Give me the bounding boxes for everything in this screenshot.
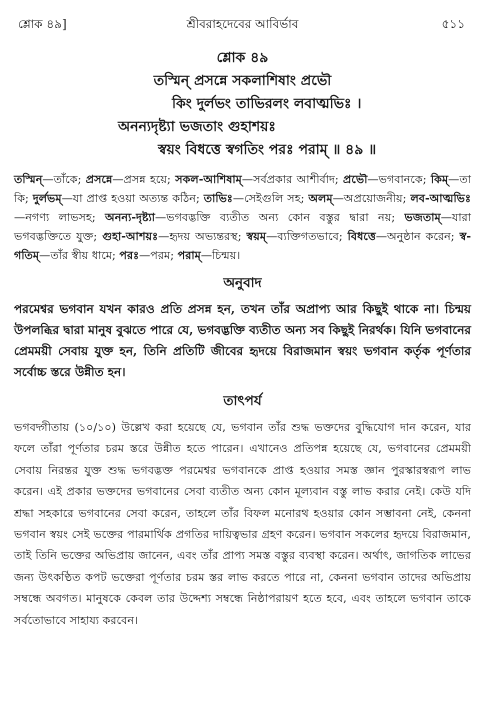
synonym-meaning: নগণ্য লাভসহ; <box>25 211 96 224</box>
synonym-term: অনন্য-দৃষ্ট্যা <box>105 210 156 224</box>
purport-heading: তাৎপর্য <box>223 393 262 409</box>
synonym-meaning: তাঁর স্বীয় ধামে; <box>50 249 116 262</box>
verse-text <box>14 70 471 162</box>
synonym-meaning: তা কি; <box>14 173 471 205</box>
synonym-term: বিধত্তে <box>347 229 376 243</box>
synonym-term: গুহা-আশয়ঃ <box>102 229 159 243</box>
synonym-term: পরাম্‌ <box>177 248 201 262</box>
synonym-term: লব-আত্মভিঃ <box>410 191 471 205</box>
running-header <box>14 10 471 36</box>
synonym-term: দুর্লভম্‌ <box>32 191 62 205</box>
synonym-meaning: ভগবানকে; <box>378 173 427 186</box>
synonym-meaning: সর্বপ্রকার আশীর্বাদ; <box>253 173 339 186</box>
synonym-term: সকল-আশিষাম্‌ <box>175 172 242 186</box>
synonym-meaning: ভগবদ্ভক্তি ব্যতীত অন্য কোন বস্তুর দ্বারা নয়; <box>166 211 396 224</box>
synonym-term: ভজতাম্‌ <box>404 210 441 224</box>
verse-line: স্বয়ং বিধত্তে স্বগতিং পরঃ পরাম্‌ ॥ ৪৯ ॥ <box>158 142 377 158</box>
page-number: ৫১১ <box>441 17 465 31</box>
header-chapter-title: শ্রীবরাহদেবের আবির্ভাব <box>186 17 299 31</box>
synonym-meaning: যা প্রাপ্ত হওয়া অত্যন্ত কঠিন; <box>72 192 200 205</box>
synonym-meaning: হৃদয় অভ্যন্তরস্থ; <box>169 230 242 243</box>
synonym-term: স্বয়ম্‌ <box>246 229 267 243</box>
verse-line: অনন্যদৃষ্ট্যা ভজতাং গুহাশয়ঃ <box>118 119 276 135</box>
synonym-meaning: তাঁকে; <box>53 173 82 186</box>
header-verse-ref: শ্লোক ৪৯] <box>18 17 67 31</box>
purport-text <box>14 417 471 631</box>
synonym-term: তাভিঃ <box>203 191 233 205</box>
synonym-meaning: যারা ভগবদ্ভক্তিতে যুক্ত; <box>14 211 472 243</box>
verse-line: কিং দুর্লভং তাভিরলং লবাত্মভিঃ । <box>172 96 362 112</box>
synonym-term: কিম্‌ <box>430 172 449 186</box>
synonym-meaning: অনুষ্ঠান করেন; <box>387 230 455 243</box>
synonym-meaning: পরম; <box>150 249 175 262</box>
synonym-term: পরঃ <box>119 248 140 262</box>
synonym-term: তস্মিন্‌ <box>14 172 43 186</box>
purport-paragraph: ভগবদ্গীতায় (১০/১০) উল্লেখ করা হয়েছে যে, ভগবান তাঁর শুদ্ধ ভক্তদের বুদ্ধিযোগ দান করেন, যার ফলে তাঁরা পূর্ণতার চরম স্তরে উন্নীত হতে পারেন। এখানেও প্রতিপন্ন হয়েছে যে, ভগবানের প্রেমময়ী সেবায় নিরন্তর যুক্ত শুদ্ধ ভগবদ্ভক্ত পরমেশ্বর ভগবানকে প্রাপ্ত হওয়ার সমস্ত জ্ঞান পুরস্কারস্বরূপ লাভ করেন। এই প্রকার ভক্তদের ভগবানের সেবা ব্যতীত অন্য কোন মূল্যবান বস্তু লাভ করার নেই। কেউ যদি শ্রদ্ধা সহকারে ভগবানের সেবা করেন, তাহলে তাঁর বিফল মনোরথ হওয়ার কোন সম্ভাবনা নেই, কেননা ভগবান স্বয়ং সেই ভক্তের পারমার্থিক প্রগতির দায়িত্বভার গ্রহণ করেন। ভগবান সকলের হৃদয়ে বিরাজমান, তাই তিনি ভক্তের অভিপ্রায় জানেন, এবং তাঁর প্রাপ্য সমস্ত বস্তুর ব্যবস্থা করেন। অর্থাৎ, জাগতিক লাভের জন্য উৎকণ্ঠিত কপট ভক্তেরা পূর্ণতার চরম স্তর লাভ করতে পারে না, কেননা ভগবান তাদের অভিপ্রায় সম্বন্ধে অবগত। মানুষকে কেবল তার উদ্দেশ্য সম্বন্ধে নিষ্ঠাপরায়ণ হতে হবে, এবং তাহলে ভগবান তাকে সর্বতোভাবে সাহায্য করবেন। <box>14 421 471 627</box>
synonym-meaning: সেইগুলি সহ; <box>244 192 305 205</box>
synonym-meaning: অপ্রয়োজনীয়; <box>343 192 407 205</box>
word-for-word-synonyms: তস্মিন্‌—তাঁকে; প্রসন্নে—প্রসন্ন হয়ে; সকল-আশিষাম্‌—সর্বপ্রকার আশীর্বাদ; প্রভৌ—ভগবানকে; কিম্‌—তা কি; দুর্লভম্‌—যা প্রাপ্ত হওয়া অত্যন্ত কঠিন; তাভিঃ—সেইগুলি সহ; অলম্‌—অপ্রয়োজনীয়; লব-আত্মভিঃ—নগণ্য লাভসহ; অনন্য-দৃষ্ট্যা—ভগবদ্ভক্তি ব্যতীত অন্য কোন বস্তুর দ্বারা নয়; ভজতাম্‌—যারা ভগবদ্ভক্তিতে যুক্ত; গুহা-আশয়ঃ—হৃদয় অভ্যন্তরস্থ; স্বয়ম্‌—ব্যক্তিগতভাবে; বিধত্তে—অনুষ্ঠান করেন; স্ব-গতিম্‌—তাঁর স্বীয় ধামে; পরঃ—পরম; পরাম্‌—চিন্ময়। <box>14 172 472 262</box>
synonym-meaning: ব্যক্তিগতভাবে; <box>277 230 343 243</box>
synonym-term: অলম্‌ <box>308 191 333 205</box>
synonym-term: স্ব-গতিম্‌ <box>14 229 472 262</box>
synonym-meaning: প্রসন্ন হয়ে; <box>123 173 171 186</box>
synonym-term: প্রসন্নে <box>85 172 113 186</box>
verse-line: তস্মিন্‌ প্রসন্নে সকলাশিষাং প্রভৌ <box>153 73 332 89</box>
translation-heading: অনুবাদ <box>223 275 262 291</box>
verse-number: শ্লোক ৪৯ <box>216 50 269 66</box>
translation-text: পরমেশ্বর ভগবান যখন কারও প্রতি প্রসন্ন হন, তখন তাঁর অপ্রাপ্য আর কিছুই থাকে না। চিন্ময় উপলব্ধির দ্বারা মানুষ বুঝতে পারে যে, ভগবদ্ভক্তি ব্যতীত অন্য সব কিছুই নিরর্থক। যিনি ভগবানের প্রেমময়ী সেবায় যুক্ত হন, তিনি প্রতিটি জীবের হৃদয়ে বিরাজমান স্বয়ং ভগবান কর্তৃক পূর্ণতার সর্বোচ্চ স্তরে উন্নীত হন। <box>14 302 471 379</box>
synonym-term: প্রভৌ <box>343 172 368 186</box>
synonym-meaning: চিন্ময়। <box>212 249 241 262</box>
